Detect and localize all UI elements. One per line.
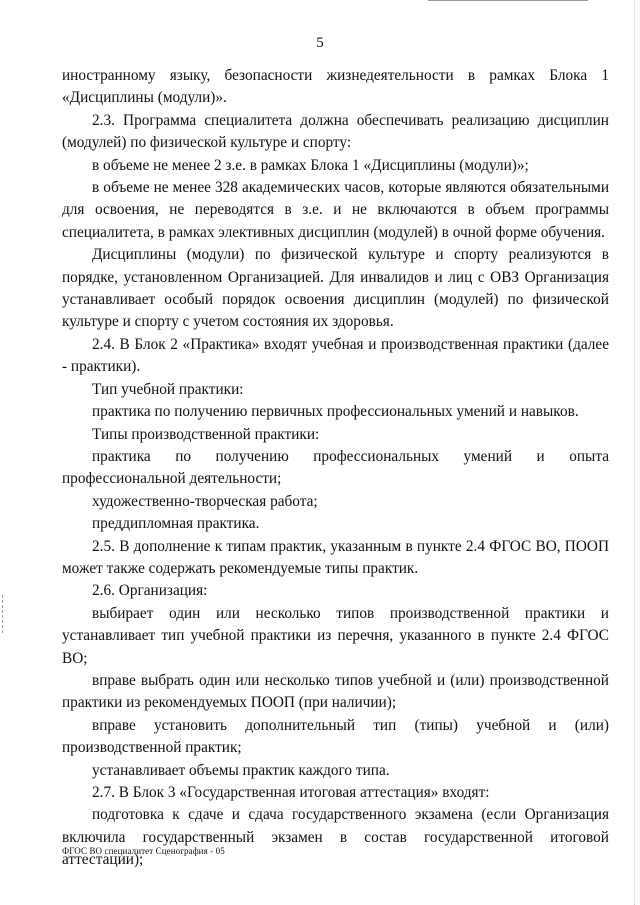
paragraph: вправе выбрать один или несколько типов учебной и (или) производственной практики из рекомендуемых ПООП (при наличии); [62, 671, 609, 712]
paragraph: 2.7. В Блок 3 «Государственная итоговая аттестация» входят: [92, 784, 490, 801]
paragraph: иностранному языку, безопасности жизнедеятельности в рамках Блока 1 «Дисциплины (модули)». [62, 67, 609, 107]
paragraph: выбирает один или несколько типов производственной практики и устанавливает тип учебной практики из перечня, указанного в пункте 2.4 ФГОС ВО; [62, 604, 609, 667]
paragraph: практика по получению первичных профессиональных умений и навыков. [92, 403, 579, 421]
paragraph: подготовка к сдаче и сдача государственного экзамена (если Организация включила государственный экзамен в состав государственной итоговой аттестации); [62, 806, 609, 869]
paragraph: 2.3. Программа специалитета должна обеспечивать реализацию дисциплин (модулей) по физической культуре и спорту: [62, 111, 609, 152]
page-number: 5 [316, 35, 324, 51]
paragraph: в объеме не менее 2 з.е. в рамках Блока 1 «Дисциплины (модули)»; [92, 156, 529, 174]
paragraph: Тип учебной практики: [92, 380, 244, 398]
document-body [62, 65, 609, 872]
scan-edge-mark-top [428, 0, 588, 3]
paragraph: устанавливает объемы практик каждого типа. [92, 761, 390, 779]
paragraph: в объеме не менее 328 академических часов, которые являются обязательными для освоения, не переводятся в з.е. и не включаются в объем программы специалитета, в рамках элективных дисциплин (модулей) в очной форме обучения. [62, 179, 609, 241]
paragraph: 2.5. В дополнение к типам практик, указанным в пункте 2.4 ФГОС ВО, ПООП может также содержать рекомендуемые типы практик. [62, 537, 609, 577]
scan-edge-mark-left [2, 595, 4, 633]
scan-edge-mark-right [634, 0, 636, 905]
paragraph: 2.6. Организация: [92, 582, 208, 600]
paragraph: вправе установить дополнительный тип (типы) учебной и (или) производственной практик; [62, 716, 609, 757]
page-footer: ФГОС ВО специалитет Сценография - 05 [62, 846, 225, 856]
paragraph: 2.4. В Блок 2 «Практика» входят учебная и производственная практики (далее - практики). [62, 335, 609, 376]
paragraph: Дисциплины (модули) по физической культуре и спорту реализуются в порядке, установленном Организацией. Для инвалидов и лиц с ОВЗ Организация устанавливает особый порядок освоения дисциплин (модулей) по физической культуре и спорту с учетом состояния их здоровья. [62, 246, 609, 331]
paragraph: художественно-творческая работа; [92, 492, 318, 510]
paragraph: преддипломная практика. [92, 515, 260, 533]
paragraph: Типы производственной практики: [92, 425, 320, 443]
paragraph: практика по получению профессиональных умений и опыта профессиональной деятельности; [62, 447, 609, 488]
